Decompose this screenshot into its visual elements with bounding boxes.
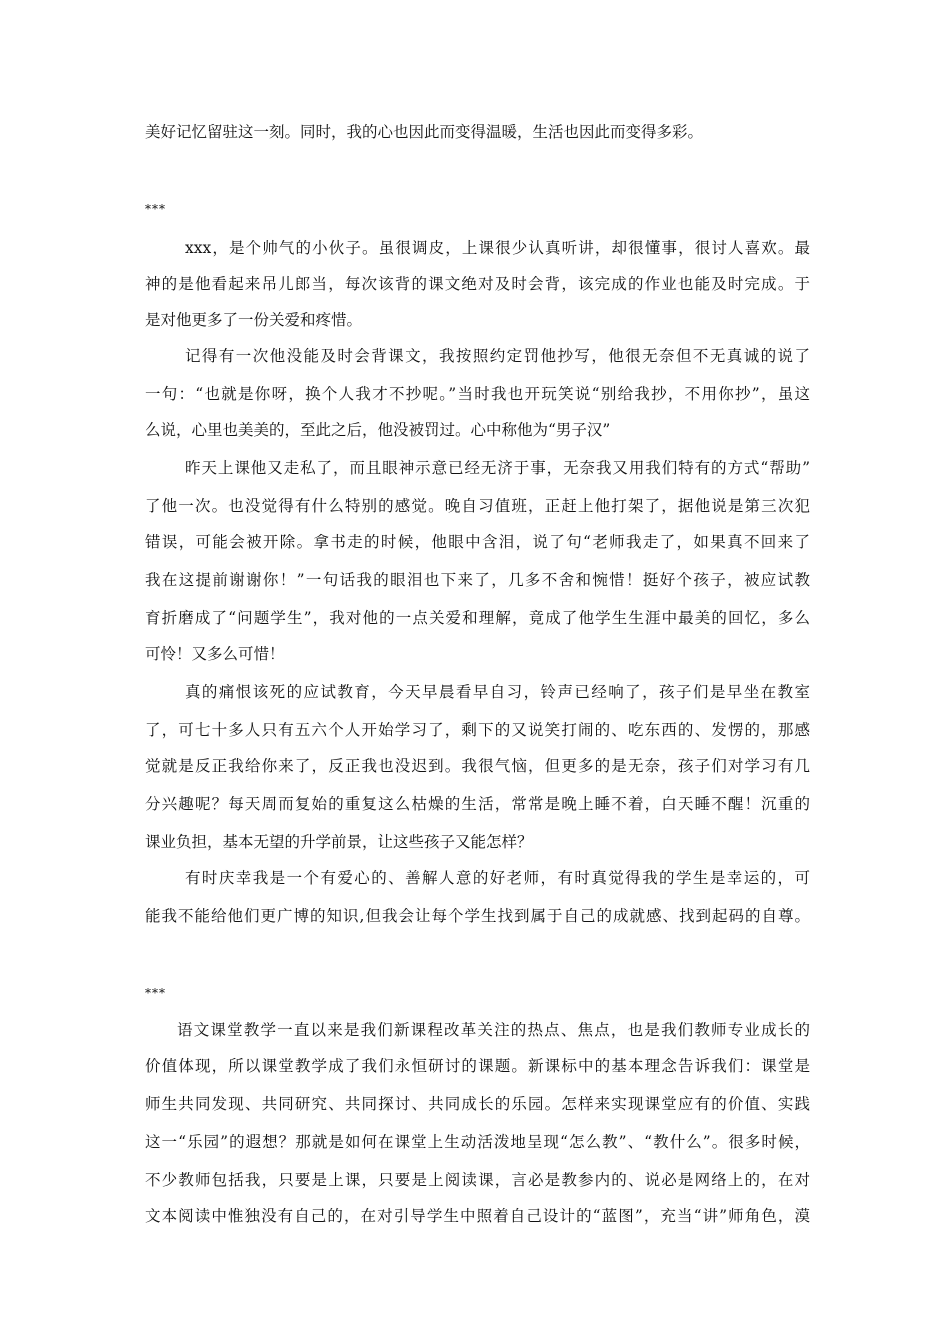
- section-separator: ***: [145, 202, 166, 216]
- section-separator: ***: [145, 986, 166, 1000]
- paragraph-line: 么说，心里也美美的，至此之后，他没被罚过。心中称他为“男子汉”: [145, 421, 611, 439]
- paragraph-line: 育折磨成了“问题学生”，我对他的一点关爱和理解，竟成了他学生生涯中最美的回忆，多么: [145, 609, 810, 627]
- paragraph-line: 不少教师包括我，只要是上课，只要是上阅读课，言必是教参内的、说必是网络上的，在对: [145, 1171, 810, 1189]
- intro-line-1: 美好记忆留驻这一刻。同时，我的心也因此而变得温暖，生活也因此而变得多彩。: [145, 123, 704, 141]
- paragraph-line: 这一“乐园”的遐想？那就是如何在课堂上生动活泼地呈现“怎么教”、“教什么”。很多时候，: [145, 1133, 810, 1151]
- paragraph-line: 了，可七十多人只有五六个人开始学习了，剩下的又说笑打闹的、吃东西的、发愣的，那感: [145, 721, 810, 739]
- paragraph-line: xxx，是个帅气的小伙子。虽很调皮，上课很少认真听讲，却很懂事，很讨人喜欢。最: [185, 239, 810, 257]
- paragraph-line: 一句：“也就是你呀，换个人我才不抄呢。”当时我也开玩笑说“别给我抄，不用你抄”，虽这: [145, 385, 810, 403]
- paragraph-line: 分兴趣呢？每天周而复始的重复这么枯燥的生活，常常是晚上睡不着，白天睡不醒！沉重的: [145, 795, 810, 813]
- paragraph-line: 师生共同发现、共同研究、共同探讨、共同成长的乐园。怎样来实现课堂应有的价值、实践: [145, 1095, 810, 1113]
- paragraph-line: 课业负担，基本无望的升学前景，让这些孩子又能怎样？: [145, 833, 533, 851]
- paragraph-line: 能我不能给他们更广博的知识,但我会让每个学生找到属于自己的成就感、找到起码的自尊。: [145, 907, 810, 925]
- paragraph-line: 神的是他看起来吊儿郎当，每次该背的课文绝对及时会背，该完成的作业也能及时完成。于: [145, 275, 810, 293]
- paragraph-line: 有时庆幸我是一个有爱心的、善解人意的好老师，有时真觉得我的学生是幸运的，可: [185, 869, 810, 887]
- paragraph-line: 记得有一次他没能及时会背课文，我按照约定罚他抄写，他很无奈但不无真诚的说了: [185, 347, 810, 365]
- paragraph-line: 我在这提前谢谢你！”一句话我的眼泪也下来了，几多不舍和惋惜！挺好个孩子，被应试教: [145, 571, 810, 589]
- paragraph-line: 文本阅读中惟独没有自己的，在对引导学生中照着自己设计的“蓝图”，充当“讲”师角色，漠: [145, 1207, 810, 1225]
- paragraph-line: 语文课堂教学一直以来是我们新课程改革关注的热点、焦点，也是我们教师专业成长的: [177, 1021, 810, 1039]
- paragraph-line: 可怜！又多么可惜！: [145, 645, 285, 663]
- paragraph-line: 价值体现，所以课堂教学成了我们永恒研讨的课题。新课标中的基本理念告诉我们：课堂是: [145, 1057, 810, 1075]
- paragraph-line: 错误，可能会被开除。拿书走的时候，他眼中含泪，说了句“老师我走了，如果真不回来了: [145, 533, 810, 551]
- paragraph-line: 了他一次。也没觉得有什么特别的感觉。晚自习值班，正赶上他打架了，据他说是第三次犯: [145, 497, 810, 515]
- paragraph-line: 是对他更多了一份关爱和疼惜。: [145, 311, 363, 329]
- paragraph-line: 真的痛恨该死的应试教育，今天早晨看早自习，铃声已经响了，孩子们是早坐在教室: [185, 683, 810, 701]
- paragraph-line: 觉就是反正我给你来了，反正我也没迟到。我很气恼，但更多的是无奈，孩子们对学习有几: [145, 757, 810, 775]
- paragraph-line: 昨天上课他又走私了，而且眼神示意已经无济于事，无奈我又用我们特有的方式“帮助”: [185, 459, 810, 477]
